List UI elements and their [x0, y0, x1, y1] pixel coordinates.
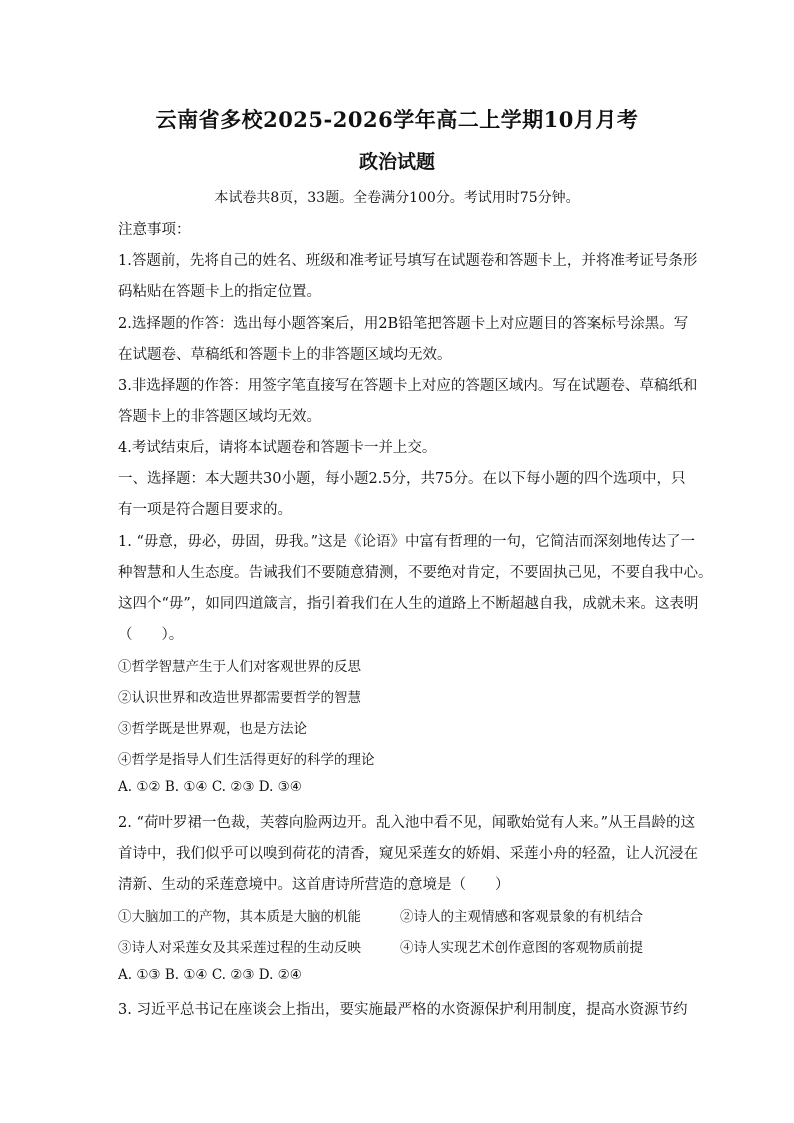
q1-option-3: ③哲学既是世界观，也是方法论 — [118, 721, 307, 737]
exam-info: 本试卷共8页，33题。全卷满分100分。考试用时75分钟。 — [214, 190, 580, 206]
q1-option-4: ④哲学是指导人们生活得更好的科学的理论 — [118, 752, 375, 768]
q2-option-4: ④诗人实现艺术创作意图的客观物质前提 — [400, 940, 643, 956]
notice-item-2-line-2: 在试题卷、草稿纸和答题卡上的非答题区域均无效。 — [118, 347, 452, 363]
q2-stem-line-3: 清新、生动的采莲意境中。这首唐诗所营造的意境是（ ） — [118, 877, 510, 893]
q1-answer-choices: A. ①② B. ①④ C. ②③ D. ③④ — [118, 779, 302, 795]
q1-stem-line-3: 这四个“毋”，如同四道箴言，指引着我们在人生的道路上不断超越自我，成就未来。这表明 — [118, 596, 699, 612]
q1-stem-line-1: 1. “毋意，毋必，毋固，毋我。”这是《论语》中富有哲理的一句，它简洁而深刻地传达了一 — [118, 534, 696, 550]
q2-answer-choices: A. ①③ B. ①④ C. ②③ D. ②④ — [118, 967, 302, 983]
section-1-heading-line-1: 一、选择题：本大题共30小题，每小题2.5分，共75分。在以下每小题的四个选项中，只 — [118, 471, 686, 487]
q1-stem-line-4: （ ）。 — [118, 627, 184, 643]
q1-option-2: ②认识世界和改造世界都需要哲学的智慧 — [118, 690, 361, 706]
q1-option-1: ①哲学智慧产生于人们对客观世界的反思 — [118, 659, 361, 675]
q2-option-2: ②诗人的主观情感和客观景象的有机结合 — [400, 909, 643, 925]
q2-stem-line-1: 2. “荷叶罗裙一色裁，芙蓉向脸两边开。乱入池中看不见，闻歌始觉有人来。”从王昌龄的这 — [118, 815, 696, 831]
notice-item-4: 4.考试结束后，请将本试题卷和答题卡一并上交。 — [118, 440, 437, 456]
exam-title: 云南省多校2025-2026学年高二上学期10月月考 — [155, 107, 639, 132]
notice-item-3-line-2: 答题卡上的非答题区域均无效。 — [118, 409, 321, 425]
q2-stem-line-2: 首诗中，我们似乎可以嗅到荷花的清香，窥见采莲女的娇娟、采莲小舟的轻盈，让人沉浸在 — [118, 846, 698, 862]
notice-heading: 注意事项： — [118, 222, 191, 238]
section-1-heading-line-2: 有一项是符合题目要求的。 — [118, 502, 292, 518]
q1-stem-line-2: 种智慧和人生态度。告诫我们不要随意猜测，不要绝对肯定，不要固执己见，不要自我中心。 — [118, 565, 713, 581]
notice-item-2-line-1: 2.选择题的作答：选出每小题答案后，用2B铅笔把答题卡上对应题目的答案标号涂黑。写 — [118, 316, 689, 332]
notice-item-1-line-1: 1.答题前，先将自己的姓名、班级和准考证号填写在试题卷和答题卡上，并将准考证号条形 — [118, 253, 698, 269]
q2-option-1: ①大脑加工的产物，其本质是大脑的机能 — [118, 909, 361, 925]
notice-item-3-line-1: 3.非选择题的作答：用签字笔直接写在答题卡上对应的答题区域内。写在试题卷、草稿纸和 — [118, 378, 698, 394]
q3-stem-line-1: 3. 习近平总书记在座谈会上指出，要实施最严格的水资源保护利用制度，提高水资源节约 — [118, 1002, 688, 1018]
exam-subject: 政治试题 — [358, 151, 435, 173]
q2-option-3: ③诗人对采莲女及其采莲过程的生动反映 — [118, 940, 361, 956]
notice-item-1-line-2: 码粘贴在答题卡上的指定位置。 — [118, 284, 321, 300]
